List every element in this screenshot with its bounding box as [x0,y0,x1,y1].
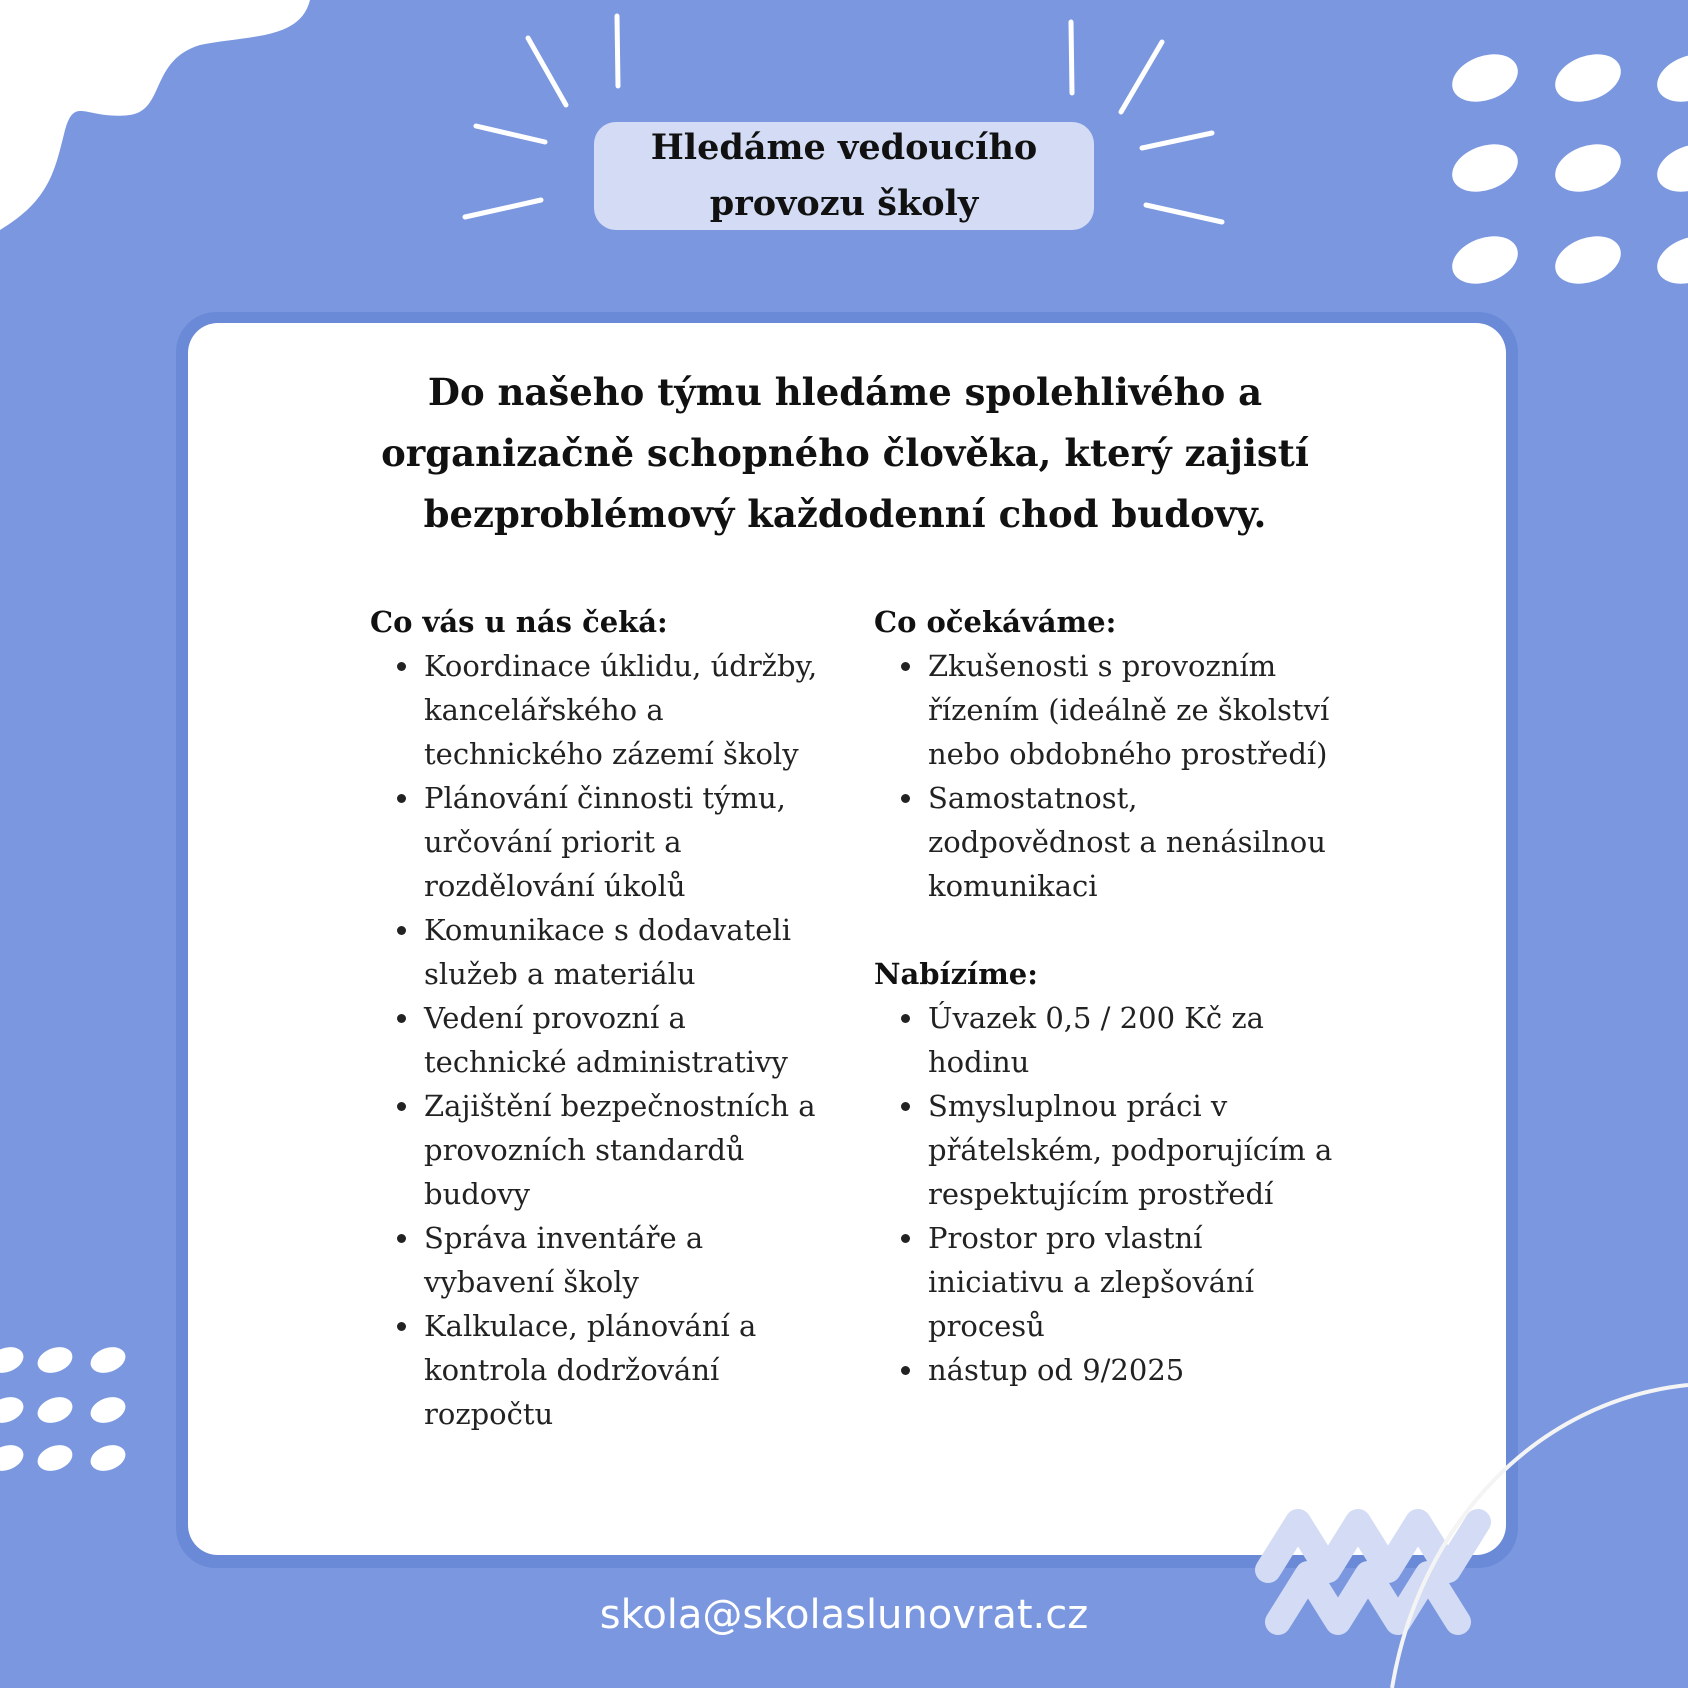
offers-list [874,996,1334,1392]
list-item: • Samostatnost, zodpovědnost a nenásilnou komunikaci [926,776,1334,908]
list-item: • Kalkulace, plánování a kontrola dodržování rozpočtu [422,1304,830,1436]
list-item: • Prostor pro vlastní iniciativu a zlepšování procesů [926,1216,1334,1348]
list-item: • Plánování činnosti týmu, určování priorit a rozdělování úkolů [422,776,830,908]
contact-email: skola@skolaslunovrat.cz [599,1592,1089,1638]
list-item: • Úvazek 0,5 / 200 Kč za hodinu [926,996,1334,1084]
list-item: • Komunikace s dodavateli služeb a materiálu [422,908,830,996]
offer-title: Nabízíme: [874,957,1038,991]
right-column [874,600,1334,1392]
header-badge [594,122,1094,230]
badge-title: Hledáme vedoucího provozu školy [650,127,1038,224]
dots-bottom-left [0,1343,129,1476]
dots-top-right [1446,46,1688,293]
left-column [370,600,830,1436]
left-column-title: Co vás u nás čeká: [370,605,668,639]
expectations-list [874,644,1334,908]
list-item: • Smysluplnou práci v přátelském, podporujícím a respektujícím prostředí [926,1084,1334,1216]
list-item: • Vedení provozní a technické administrativy [422,996,830,1084]
list-item: • Správa inventáře a vybavení školy [422,1216,830,1304]
list-item: • Zkušenosti s provozním řízením (ideálně ze školství nebo obdobného prostředí) [926,644,1334,776]
page-headline: Do našeho týmu hledáme spolehlivého a organizačně schopného člověka, který zajistí bezproblémový každodenní chod budovy. [381,370,1309,536]
list-item: • Zajištění bezpečnostních a provozních standardů budovy [422,1084,830,1216]
expect-title: Co očekáváme: [874,605,1117,639]
list-item: • Koordinace úklidu, údržby, kancelářského a technického zázemí školy [422,644,830,776]
list-item: • nástup od 9/2025 [926,1348,1334,1392]
duties-list [370,644,830,1436]
white-blob-shape [0,0,310,230]
